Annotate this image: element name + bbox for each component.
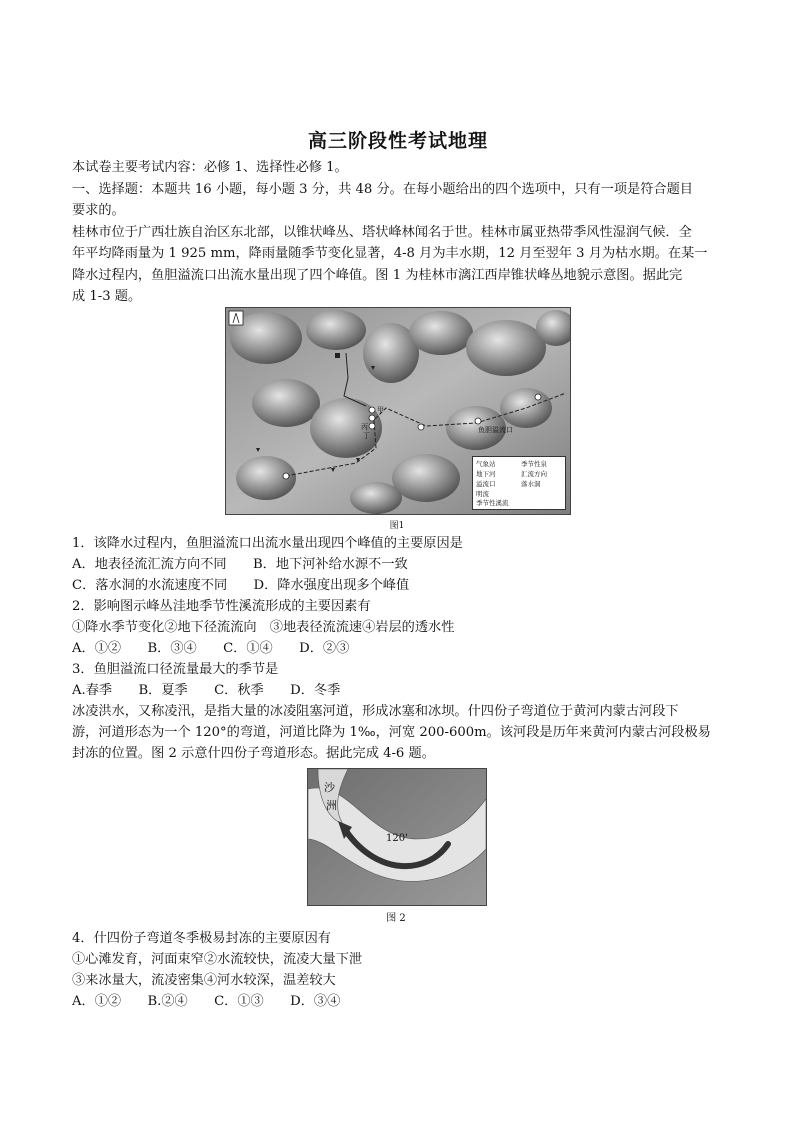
legend-open-flow: 明流 bbox=[476, 490, 489, 498]
passage2-line-1: 冰凌洪水，又称凌汛，是指大量的冰凌阻塞河道，形成冰塞和冰坝。什四份子弯道位于黄河内蒙古河段下 bbox=[72, 704, 679, 719]
sandbar-label-char-2: 洲 bbox=[326, 799, 337, 812]
legend-flow-direction: 汇流方向 bbox=[521, 470, 547, 478]
q1-options-cd: C．落水洞的水流速度不同 D．降水强度出现多个峰值 bbox=[72, 578, 410, 593]
q1-options-ab: A．地表径流汇流方向不同 B．地下河补给水源不一致 bbox=[72, 557, 408, 572]
legend-seasonal-stream: 季节性溪流 bbox=[476, 499, 509, 507]
q2-items: ①降水季节变化②地下径流流向 ③地表径流流速④岩层的透水性 bbox=[72, 620, 455, 635]
passage1-line-2: 年平均降雨量为 1 925 mm，降雨量随季节变化显著，4-8 月为丰水期，12 月至翌年 3 月为枯水期。在某一 bbox=[72, 246, 708, 261]
passage1-line-1: 桂林市位于广西壮族自治区东北部，以锥状峰丛、塔状峰林闻名于世。桂林市属亚热带季风性湿润气候．全 bbox=[72, 225, 692, 240]
figure-1-legend bbox=[472, 456, 566, 510]
intro-text: 本试卷主要考试内容：必修 1、选择性必修 1。 bbox=[72, 160, 348, 175]
section-header-line-2: 要求的。 bbox=[72, 203, 125, 218]
angle-label: 120' bbox=[386, 833, 408, 844]
figure-1-caption: 图1 bbox=[389, 521, 405, 531]
q2-options: A．①② B．③④ C．①④ D．②③ bbox=[72, 641, 350, 656]
legend-underground-river: 地下河 bbox=[476, 470, 496, 478]
q2-stem: 2．影响图示峰丛洼地季节性溪流形成的主要因素有 bbox=[72, 599, 371, 614]
passage1-line-4: 成 1-3 题。 bbox=[72, 289, 142, 304]
figure-1-terrain-map bbox=[225, 307, 571, 515]
q3-options: A.春季 B．夏季 C．秋季 D．冬季 bbox=[72, 683, 341, 698]
legend-sinkhole: 落水洞 bbox=[521, 480, 541, 488]
passage1-line-3: 降水过程内，鱼胆溢流口出流水量出现了四个峰值。图 1 为桂林市漓江西岸锥状峰丛地貌示意图。据此完 bbox=[72, 268, 683, 283]
exam-title: 高三阶段性考试地理 bbox=[307, 130, 488, 152]
legend-weather-station: 气象站 bbox=[476, 460, 496, 468]
q4-stem: 4．什四份子弯道冬季极易封冻的主要原因有 bbox=[72, 931, 331, 946]
q1-stem: 1．该降水过程内，鱼胆溢流口出流水量出现四个峰值的主要原因是 bbox=[72, 536, 463, 551]
river-bend-illustration bbox=[308, 769, 486, 905]
passage2-line-3: 封冻的位置。图 2 示意什四份子弯道形态。据此完成 4-6 题。 bbox=[72, 746, 435, 761]
label-ding: 丁 bbox=[363, 432, 370, 440]
q4-items-1: ①心滩发育，河面束窄②水流较快，流凌大量下泄 bbox=[72, 952, 363, 967]
passage2-line-2: 游，河道形态为一个 120°的弯道，河道比降为 1‰，河宽 200-600m。该河段是历年来黄河内蒙古河段极易 bbox=[72, 725, 711, 740]
label-bing: 丙 bbox=[361, 423, 368, 431]
legend-overflow-outlet: 溢流口 bbox=[476, 480, 496, 488]
figure-2-river-bend bbox=[307, 768, 487, 906]
q4-items-2: ③来冰量大，流凌密集④河水较深，温差较大 bbox=[72, 973, 336, 988]
section-header-line-1: 一、选择题：本题共 16 小题，每小题 3 分，共 48 分。在每小题给出的四个选项中，只有一项是符合题目 bbox=[72, 182, 693, 197]
legend-seasonal-spring: 季节性泉 bbox=[521, 460, 547, 468]
label-jia: 甲 bbox=[377, 406, 384, 414]
weather-station-icon bbox=[335, 353, 340, 358]
sandbar-label-char-1: 沙 bbox=[324, 781, 335, 794]
q3-stem: 3．鱼胆溢流口径流量最大的季节是 bbox=[72, 662, 279, 677]
figure-2-caption: 图 2 bbox=[386, 913, 406, 924]
label-outlet: 鱼胆溢流口 bbox=[478, 426, 513, 434]
q4-options: A．①② B.②④ C．①③ D．③④ bbox=[72, 994, 341, 1009]
